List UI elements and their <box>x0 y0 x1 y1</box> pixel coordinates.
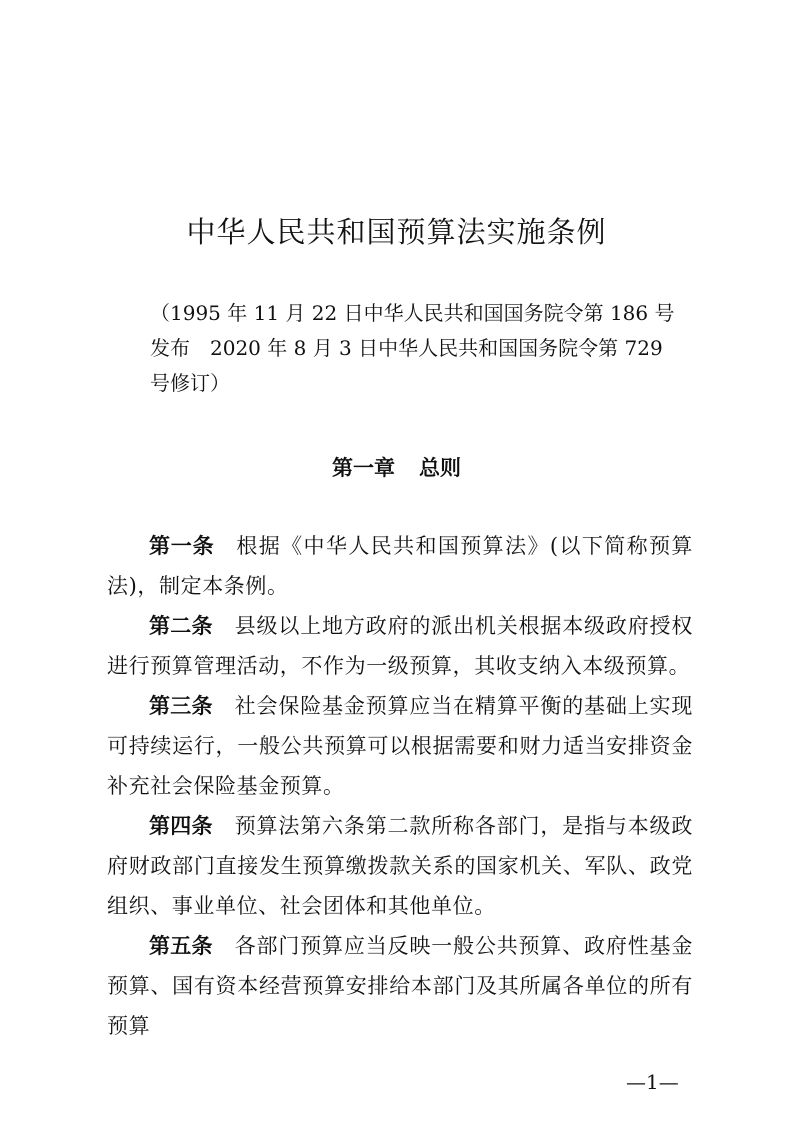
article <box>107 686 693 806</box>
source-note-line: 号修订） <box>150 371 230 395</box>
article <box>107 606 693 686</box>
page-number: —1— <box>626 1070 679 1094</box>
article-text: 县级以上地方政府的派出机关根据本级政府授权进行预算管理活动，不作为一级预算，其收支纳入本级预算。 <box>107 614 693 678</box>
article-text: 根据《中华人民共和国预算法》(以下简称预算法)，制定本条例。 <box>107 534 693 598</box>
article-number: 第五条 <box>149 934 213 958</box>
chapter-number: 第一章 <box>332 456 395 480</box>
document-title: 中华人民共和国预算法实施条例 <box>186 215 607 249</box>
article-text: 社会保险基金预算应当在精算平衡的基础上实现可持续运行，一般公共预算可以根据需要和财力适当安排资金补充社会保险基金预算。 <box>107 694 693 798</box>
article-number: 第二条 <box>149 614 213 638</box>
source-note-line: （1995 年 11 月 22 日中华人民共和国国务院令第 186 号 <box>150 301 675 325</box>
article-text: 各部门预算应当反映一般公共预算、政府性基金预算、国有资本经营预算安排给本部门及其所属各单位的所有预算 <box>107 934 693 1038</box>
article-number: 第一条 <box>149 534 215 558</box>
article <box>107 806 693 926</box>
chapter-heading <box>0 452 793 484</box>
article-number: 第三条 <box>149 694 213 718</box>
chapter-name: 总则 <box>419 456 461 480</box>
source-note <box>150 296 675 401</box>
source-note-line: 发布 2020 年 8 月 3 日中华人民共和国国务院令第 729 <box>150 336 663 360</box>
article <box>107 926 693 1046</box>
article-text: 预算法第六条第二款所称各部门，是指与本级政府财政部门直接发生预算缴拨款关系的国家机关、军队、政党组织、事业单位、社会团体和其他单位。 <box>107 814 693 918</box>
article-number: 第四条 <box>149 814 213 838</box>
article-list <box>107 526 693 1046</box>
article <box>107 526 693 606</box>
